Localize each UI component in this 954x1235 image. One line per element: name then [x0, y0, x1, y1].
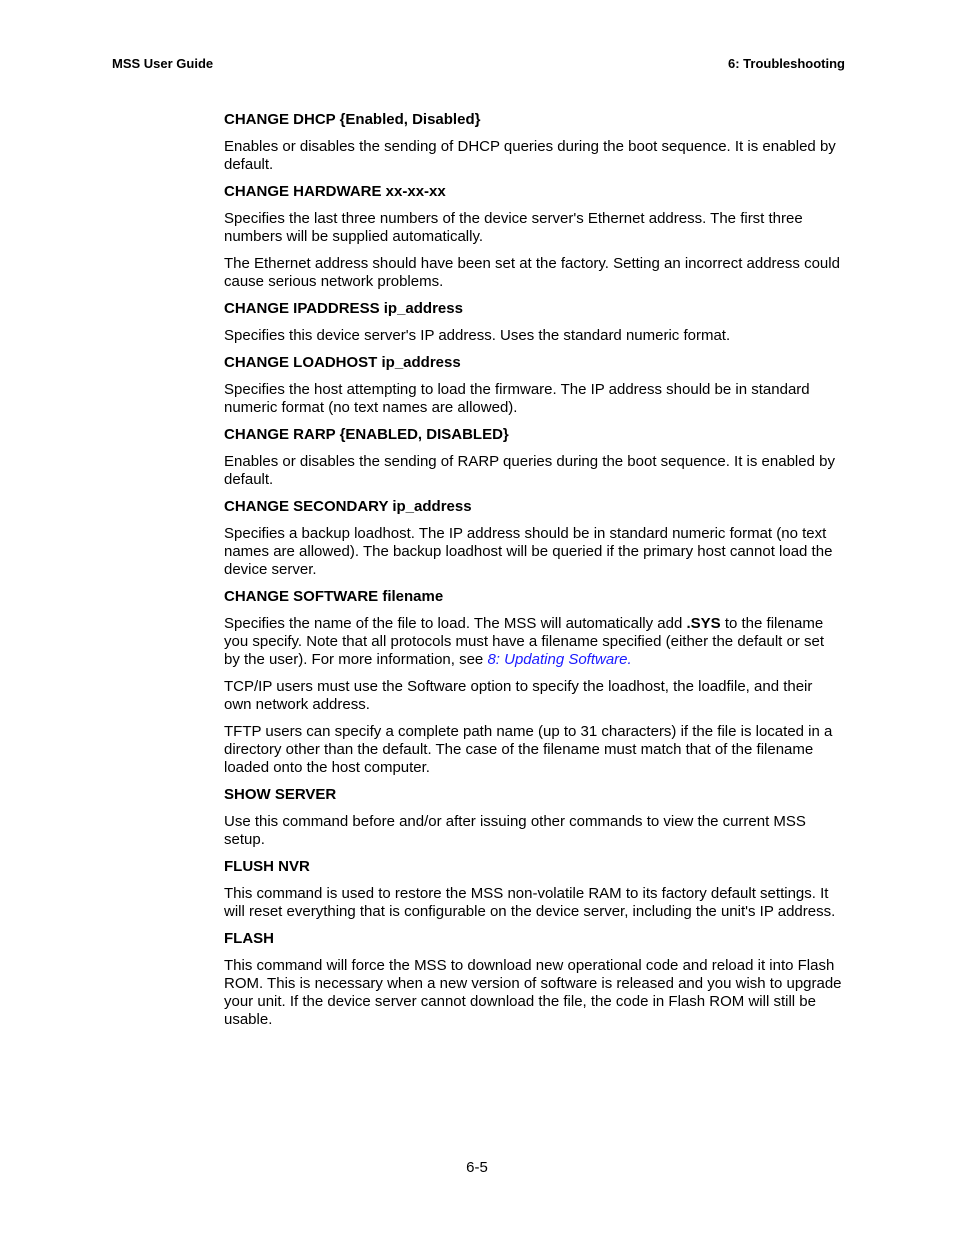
paragraph: Specifies the last three numbers of the device server's Ethernet address. The first three numbers will be supplied automatically. [224, 210, 803, 245]
paragraph: Enables or disables the sending of RARP queries during the boot sequence. It is enabled by default. [224, 453, 835, 488]
paragraph: TCP/IP users must use the Software option to specify the loadhost, the loadfile, and their own network address. [224, 678, 813, 713]
page-number: 6-5 [466, 1159, 488, 1176]
command-heading-ipaddress: CHANGE IPADDRESS ip_address [224, 300, 463, 317]
paragraph: Specifies this device server's IP address. Uses the standard numeric format. [224, 327, 731, 344]
command-heading-dhcp: CHANGE DHCP {Enabled, Disabled} [224, 111, 481, 128]
paragraph: TFTP users can specify a complete path name (up to 31 characters) if the file is located in a directory other than the default. The case of the filename must match that of the filename loaded onto the host computer. [224, 723, 833, 776]
command-heading-secondary: CHANGE SECONDARY ip_address [224, 498, 472, 515]
command-heading-flash: FLASH [224, 930, 274, 947]
paragraph: This command will force the MSS to download new operational code and reload it into Flash ROM. This is necessary when a new version of software is released and you wish to upgrade your unit. If the device server cannot download the file, the code in Flash ROM will still be usable. [224, 957, 842, 1028]
text-span: Specifies the name of the file to load. The MSS will automatically add [224, 615, 687, 632]
sys-extension: .SYS [686, 615, 721, 632]
command-heading-loadhost: CHANGE LOADHOST ip_address [224, 354, 461, 371]
updating-software-link[interactable]: 8: Updating Software [487, 651, 628, 668]
page-content [224, 111, 844, 1038]
command-heading-rarp: CHANGE RARP {ENABLED, DISABLED} [224, 426, 509, 443]
command-heading-show-server: SHOW SERVER [224, 786, 337, 803]
paragraph: Enables or disables the sending of DHCP queries during the boot sequence. It is enabled by default. [224, 138, 836, 173]
command-heading-hardware: CHANGE HARDWARE xx-xx-xx [224, 183, 446, 200]
paragraph: Use this command before and/or after issuing other commands to view the current MSS setup. [224, 813, 806, 848]
command-heading-software: CHANGE SOFTWARE filename [224, 588, 444, 605]
running-header-chapter: 6: Troubleshooting [728, 56, 845, 71]
paragraph: This command is used to restore the MSS non-volatile RAM to its factory default settings. It will reset everything that is configurable on the device server, including the unit's IP address. [224, 885, 836, 920]
paragraph: Specifies a backup loadhost. The IP address should be in standard numeric format (no text names are allowed). The backup loadhost will be queried if the primary host cannot load the device server. [224, 525, 833, 578]
paragraph-software [224, 615, 844, 669]
command-heading-flush-nvr: FLUSH NVR [224, 858, 310, 875]
text-span: to the filename you specify. Note that all protocols must have a filename specified (either the default or set by the user). For more information, see [224, 615, 825, 668]
paragraph: The Ethernet address should have been set at the factory. Setting an incorrect address could cause serious network problems. [224, 255, 840, 290]
paragraph: Specifies the host attempting to load the firmware. The IP address should be in standard numeric format (no text names are allowed). [224, 381, 810, 416]
link-period: . [627, 651, 632, 668]
running-header-title: MSS User Guide [112, 56, 214, 71]
